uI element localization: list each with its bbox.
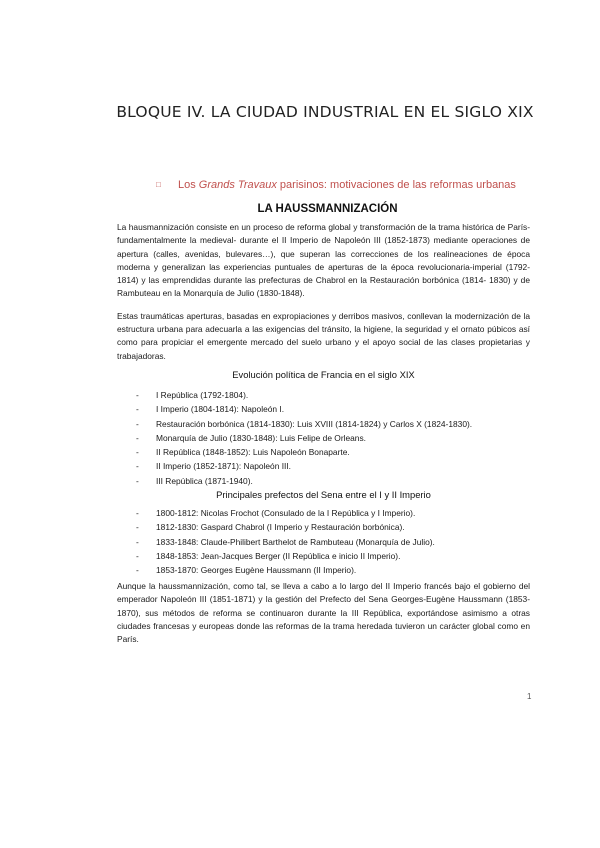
list-item: - 1812-1830: Gaspard Chabrol (I Imperio y Restauración borbónica).: [117, 520, 530, 534]
paragraph-3: Aunque la haussmannización, como tal, se lleva a cabo a lo largo del II Imperio francés bajo el gobierno del emperador Napoleón III (1851-1871) y la gestión del Prefecto del Sena Georges-Eugène Haussmann (1853- 1870), sus métodos de reforma se continuaron durante la III República, exportándose asimismo a otras ciudades francesas y europeas donde las reformas de la trama heredada tuvieron un carácter global como en París.: [117, 581, 530, 645]
list-marker: -: [136, 508, 139, 518]
page-number: 1: [527, 692, 532, 701]
list-marker: -: [136, 461, 139, 472]
section-heading: LA HAUSSMANNIZACIÓN: [257, 203, 398, 215]
subtitle-heading: [156, 179, 516, 191]
list-marker: -: [136, 418, 139, 429]
list-marker: -: [136, 522, 139, 533]
closing-text: [117, 580, 530, 655]
list-item: - I República (1792-1804).: [117, 388, 530, 402]
list-item: - 1833-1848: Claude-Philibert Barthelot de Rambuteau (Monarquía de Julio).: [117, 535, 530, 549]
prefects-heading: Principales prefectos del Sena entre el I y II Imperio: [216, 489, 431, 500]
list-item: - 1800-1812: Nicolas Frochot (Consulado de la I República y I Imperio).: [117, 506, 530, 520]
subtitle-italic: Grands Travaux: [198, 179, 277, 191]
list-item: - 1853-1870: Georges Eugène Haussmann (II Imperio).: [117, 563, 530, 577]
list-item: - III República (1871-1940).: [117, 474, 530, 488]
list-marker: -: [136, 432, 139, 443]
list-marker: -: [136, 390, 139, 400]
list-item: - I Imperio (1804-1814): Napoleón I.: [117, 402, 530, 416]
paragraph-2: Estas traumáticas aperturas, basadas en expropiaciones y derribos masivos, conllevan la modernización de la estructura urbana para adecuarla a las exigencias del tránsito, la higiene, la seguridad y el ornato púbicos así como para propiciar el emergente mercado del suelo urbano y el apoyo social de las clases propietarias y trabajadoras.: [117, 310, 530, 361]
list-marker: -: [136, 475, 139, 486]
list-marker: -: [136, 404, 139, 415]
list-item: - 1848-1853: Jean-Jacques Berger (II República e inicio II Imperio).: [117, 549, 530, 563]
page-title: BLOQUE IV. LA CIUDAD INDUSTRIAL EN EL SIGLO XIX: [116, 103, 534, 121]
list-marker: -: [136, 447, 139, 458]
list-item: - Monarquía de Julio (1830-1848): Luis Felipe de Orleans.: [117, 431, 530, 445]
paragraph-1: La hausmannización consiste en un proceso de reforma global y transformación de la trama histórica de París- fundamentalmente la medieval- durante el II Imperio de Napoleón III (1852-1873) mediante operaciones de apertura (calles, avenidas, bulevares…), que superan las correcciones de los realineaciones de época moderna y generalizan las experiencias puntuales de aperturas de la época revolucionaria-imperial (1792-1814) y las emprendidas durante las prefecturas de Chabrol en la Restauración borbónica (1814- 1830) y de Rambuteau en la Monarquía de Julio (1830-1848).: [117, 222, 530, 299]
subtitle-before: Los: [178, 179, 199, 191]
prefects-list: [117, 506, 530, 577]
list-marker: -: [136, 565, 139, 576]
list-marker: -: [136, 550, 139, 561]
list-item: - II Imperio (1852-1871): Napoleón III.: [117, 459, 530, 473]
list-item: - II República (1848-1852): Luis Napoleón Bonaparte.: [117, 445, 530, 459]
list-item: - Restauración borbónica (1814-1830): Luis XVIII (1814-1824) y Carlos X (1824-1830).: [117, 417, 530, 431]
list-marker: -: [136, 536, 139, 547]
politics-list: [117, 388, 530, 488]
subtitle-after: parisinos: motivaciones de las reformas urbanas: [276, 179, 516, 191]
politics-heading: Evolución política de Francia en el siglo XIX: [232, 369, 415, 380]
intro-text: [117, 221, 530, 372]
square-bullet-icon: □: [156, 180, 161, 189]
